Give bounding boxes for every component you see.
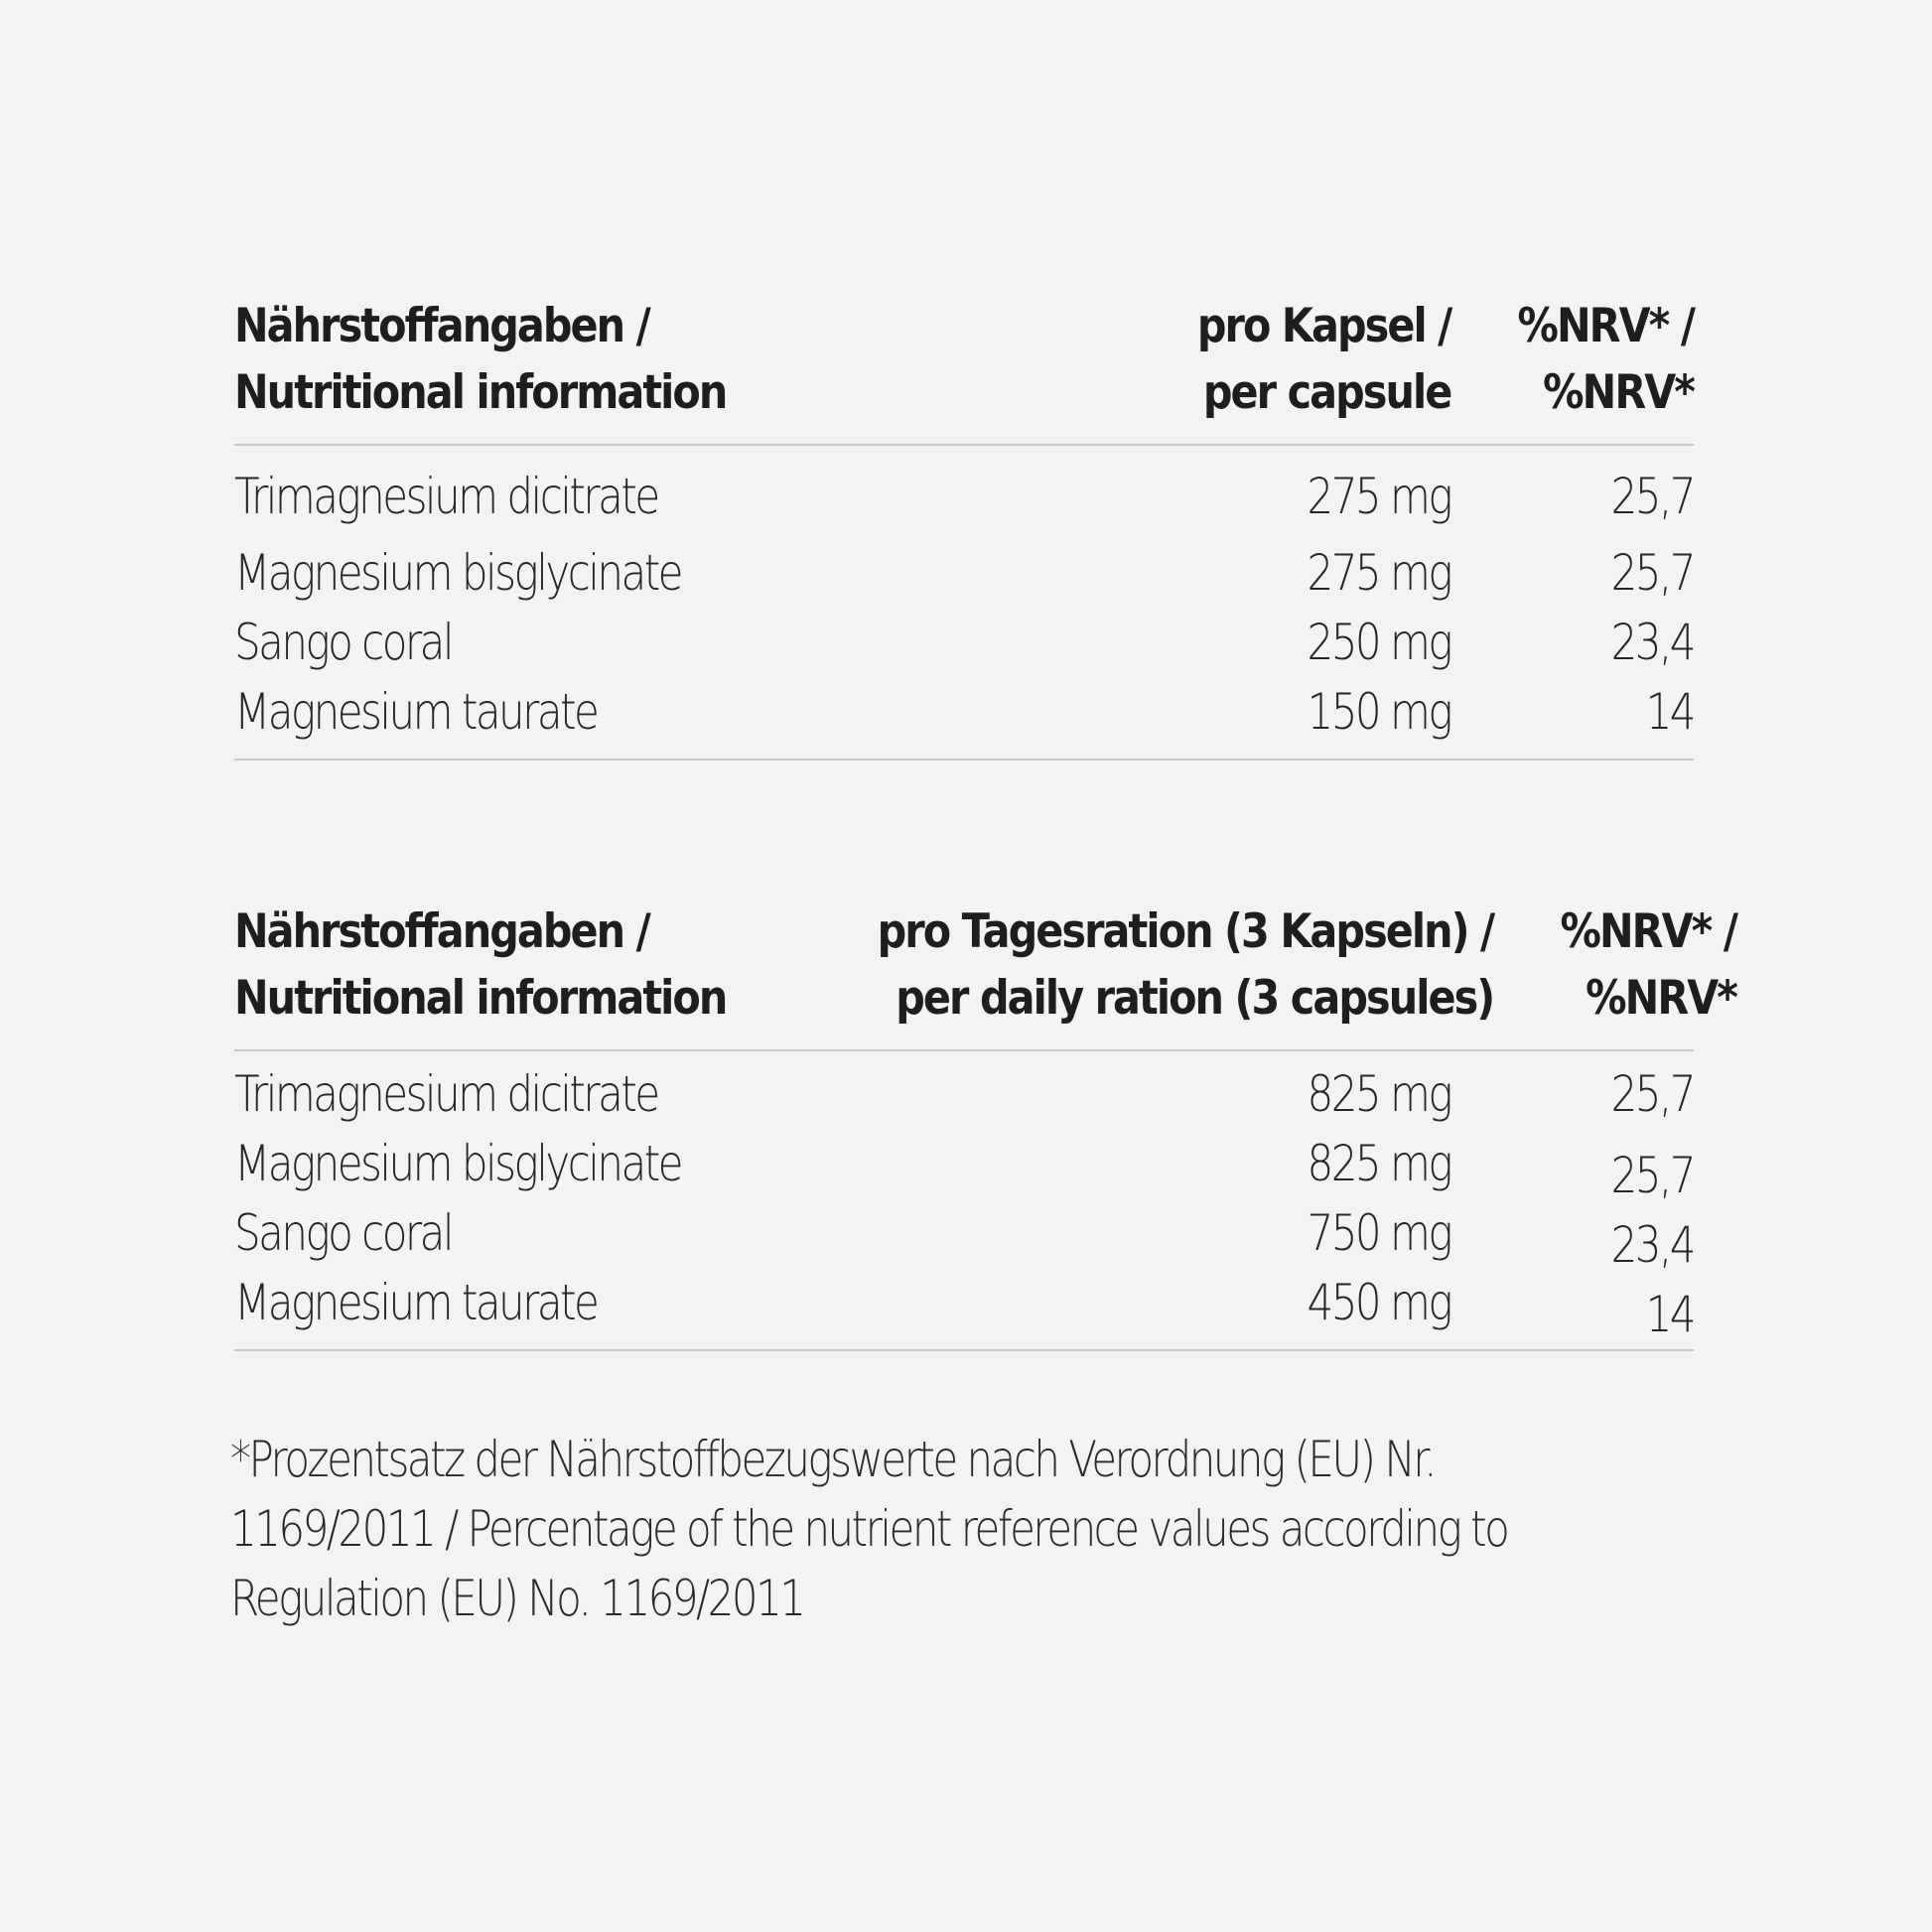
table-header: [234, 898, 1737, 1051]
nutrient-name: Sango coral: [234, 614, 453, 671]
footnote-line: Regulation (EU) No. 1169/2011: [230, 1570, 804, 1627]
nutrient-name: Magnesium bisglycinate: [234, 1135, 682, 1192]
nutrient-amount: 450 mg: [1307, 1274, 1450, 1331]
nutrient-name: Trimagnesium dicitrate: [234, 1065, 658, 1123]
nutrient-nrv: 23,4: [1610, 1216, 1694, 1274]
header-nutrient: [234, 293, 1050, 426]
nutrient-nrv: 14: [1645, 683, 1694, 741]
header-amount: [878, 898, 1494, 1032]
header-nrv-de: %NRV* /: [1517, 299, 1694, 353]
header-nutrient-en: Nutritional information: [234, 971, 727, 1026]
footnote-line: 1169/2011 / Percentage of the nutrient reference values according to: [230, 1500, 1508, 1558]
header-nrv: [1523, 898, 1737, 1032]
header-nutrient-en: Nutritional information: [234, 365, 727, 420]
nutrient-name: Sango coral: [234, 1204, 453, 1262]
nutrient-name: Magnesium taurate: [234, 1274, 598, 1331]
footnote-line: *Prozentsatz der Nährstoffbezugswerte nach Verordnung (EU) Nr.: [230, 1431, 1435, 1488]
nutrient-amount: 275 mg: [1307, 467, 1450, 525]
table-row: [234, 1268, 1694, 1343]
table-row: [234, 454, 1694, 538]
header-amount-en: per capsule: [1202, 365, 1450, 420]
nutrient-nrv: 25,7: [1610, 1147, 1694, 1204]
header-nrv-de: %NRV* /: [1560, 904, 1737, 959]
nutrition-table-per-capsule: [234, 293, 1694, 760]
table-row: [234, 1198, 1694, 1274]
header-amount-en: per daily ration (3 capsules): [896, 971, 1494, 1026]
nutrient-nrv: 25,7: [1610, 544, 1694, 602]
header-nrv-en: %NRV*: [1543, 365, 1694, 420]
nutrient-amount: 825 mg: [1307, 1065, 1450, 1123]
header-nutrient-de: Nährstoffangaben /: [234, 904, 649, 959]
header-amount-de: pro Kapsel /: [1196, 299, 1450, 353]
nutrient-name: Magnesium taurate: [234, 683, 598, 741]
nutrient-name: Magnesium bisglycinate: [234, 544, 682, 602]
nutrition-table-daily-ration: [234, 898, 1737, 1351]
table-row: [234, 677, 1694, 747]
header-amount: [1196, 293, 1450, 426]
table-row: [234, 1059, 1694, 1129]
table-body: [234, 1051, 1694, 1351]
table-row: [234, 608, 1694, 677]
table-body: [234, 446, 1694, 760]
nutrient-name: Trimagnesium dicitrate: [234, 467, 658, 525]
table-row: [234, 1129, 1694, 1204]
nutrient-amount: 250 mg: [1307, 614, 1450, 671]
header-nrv: [1479, 293, 1694, 426]
header-amount-de: pro Tagesration (3 Kapseln) /: [877, 904, 1494, 959]
table-row: [234, 538, 1694, 608]
table-header: [234, 293, 1694, 446]
footnote-nrv-reference: [230, 1425, 1548, 1633]
nutrient-nrv: 14: [1645, 1286, 1694, 1343]
nutrient-nrv: 25,7: [1610, 1065, 1694, 1123]
nutrient-amount: 275 mg: [1307, 544, 1450, 602]
header-nrv-en: %NRV*: [1586, 971, 1737, 1026]
nutrient-nrv: 25,7: [1610, 467, 1694, 525]
header-nutrient-de: Nährstoffangaben /: [234, 299, 649, 353]
nutrient-amount: 750 mg: [1307, 1204, 1450, 1262]
nutrient-nrv: 23,4: [1610, 614, 1694, 671]
nutrient-amount: 150 mg: [1307, 683, 1450, 741]
nutrient-amount: 825 mg: [1307, 1135, 1450, 1192]
header-nutrient: [234, 898, 726, 1032]
